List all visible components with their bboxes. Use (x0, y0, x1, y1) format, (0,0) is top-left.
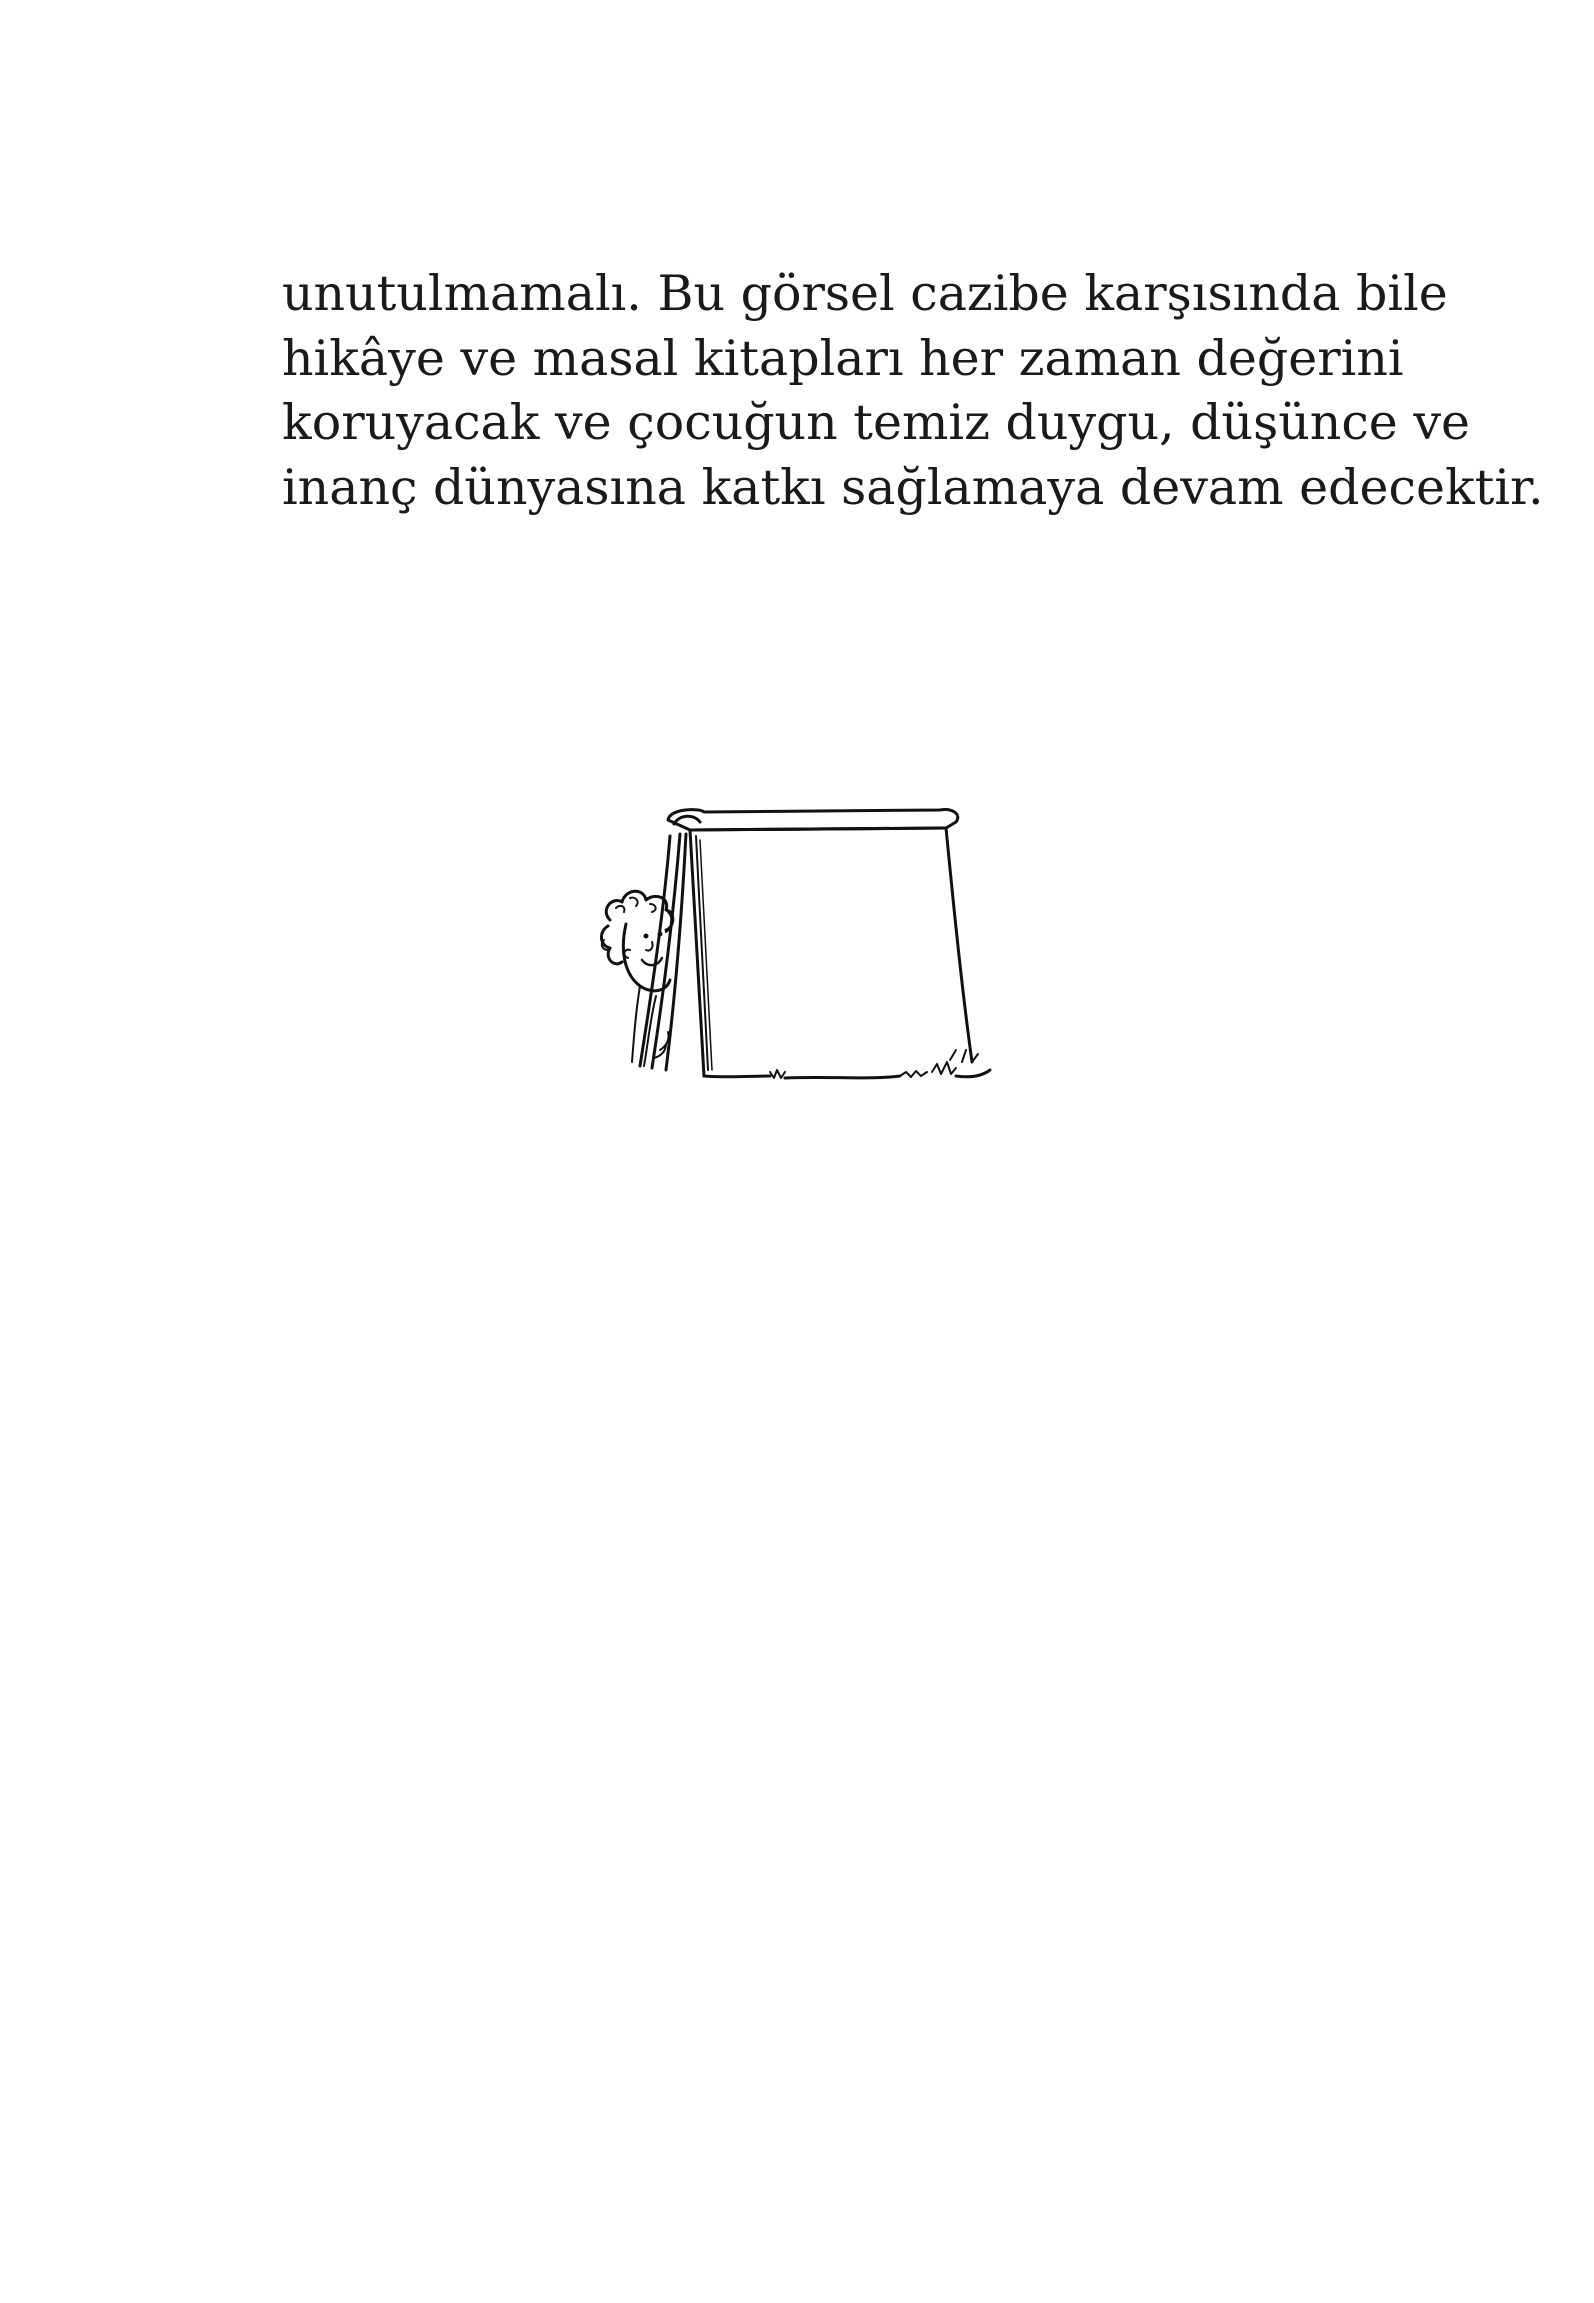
book-tent-illustration (570, 800, 1040, 1100)
paragraph-line-1: unutulmamalı. Bu görsel cazibe karşısında bile (282, 265, 1448, 322)
paragraph-line-3: koruyacak ve çocuğun temiz duygu, düşünce ve (282, 394, 1471, 451)
paragraph-line-2: hikâye ve masal kitapları her zaman değerini (282, 329, 1404, 387)
child-peeking-from-book-tent-icon (570, 800, 1040, 1100)
body-paragraph (282, 262, 1544, 520)
paragraph-line-4: inanç dünyasına katkı sağlamaya devam edecektir. (282, 458, 1544, 516)
